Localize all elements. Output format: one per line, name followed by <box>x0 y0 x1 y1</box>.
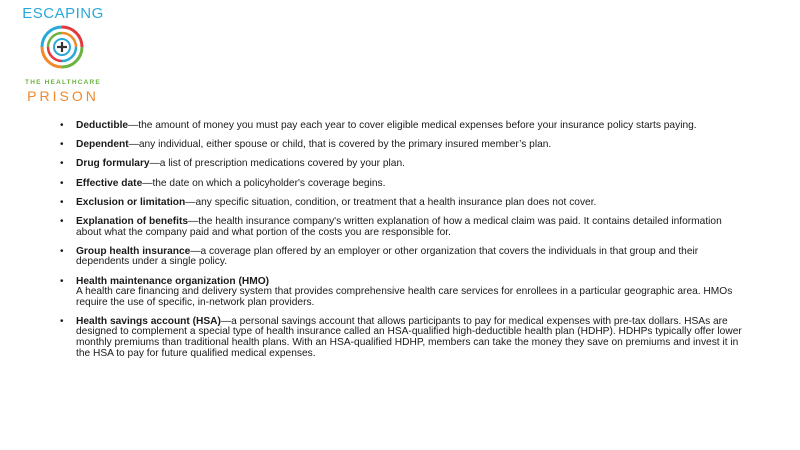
bullet-icon: • <box>60 315 64 327</box>
glossary-item <box>58 140 748 151</box>
glossary-item <box>58 317 748 359</box>
glossary-definition: —any specific situation, condition, or treatment that a health insurance plan does not cover. <box>185 196 597 208</box>
glossary-item <box>58 121 748 132</box>
bullet-icon: • <box>60 245 64 257</box>
glossary-list <box>58 121 748 368</box>
glossary-item <box>58 159 748 170</box>
plus-maze-icon <box>40 25 84 69</box>
glossary-definition: —a coverage plan offered by an employer or other organization that covers the individuals in that group and their dependents under a single policy. <box>76 245 699 268</box>
glossary-definition: —the date on which a policyholder's coverage begins. <box>142 177 386 189</box>
bullet-icon: • <box>60 275 64 287</box>
glossary-term: Deductible <box>76 120 129 131</box>
bullet-icon: • <box>60 215 64 227</box>
glossary-item <box>58 179 748 190</box>
glossary-term: Health maintenance organization (HMO) <box>76 275 270 287</box>
glossary-definition: —the health insurance company's written explanation of how a medical claim was paid. It contains detailed information about what the company paid and what portion of the costs you are responsible for. <box>76 215 722 238</box>
bullet-icon: • <box>60 177 64 189</box>
glossary-term: Explanation of benefits <box>76 215 189 227</box>
glossary-item <box>58 277 748 309</box>
bullet-icon: • <box>60 139 64 151</box>
glossary-term: Group health insurance <box>76 245 191 257</box>
glossary-term: Health savings account (HSA) <box>76 315 221 327</box>
logo-title-top: ESCAPING <box>22 5 104 22</box>
glossary-term: Exclusion or limitation <box>76 196 186 208</box>
glossary-item <box>58 217 748 238</box>
glossary-term: Effective date <box>76 177 143 189</box>
glossary-definition: —the amount of money you must pay each year to cover eligible medical expenses before your insurance policy starts paying. <box>128 120 697 131</box>
glossary-definition: A health care financing and delivery system that provides comprehensive health care services for enrollees in a particular geographic area. HMOs require the use of specific, in-network plan providers. <box>76 286 733 308</box>
glossary-definition: —any individual, either spouse or child, that is covered by the primary insured member’s plan. <box>128 139 552 151</box>
bullet-icon: • <box>60 120 64 131</box>
glossary-definition: —a list of prescription medications covered by your plan. <box>149 158 405 170</box>
glossary-definition: —a personal savings account that allows participants to pay for medical expenses with pre-tax dollars. HSAs are designed to complement a special type of health insurance called an HSA-qualified high-deductible health plan (HDHP). HDHPs typically offer lower monthly premiums than traditional health plans. With an HSA-qualified HDHP, members can take the money they save on premiums and invest it in the HSA to pay for future qualified medical expenses. <box>76 315 742 359</box>
bullet-icon: • <box>60 158 64 170</box>
glossary-item <box>58 198 748 209</box>
logo-title-bottom: PRISON <box>27 88 99 104</box>
glossary-term: Drug formulary <box>76 158 150 170</box>
logo-subtitle: THE HEALTHCARE <box>25 79 101 86</box>
glossary-item <box>58 247 748 268</box>
logo <box>0 0 130 110</box>
glossary-term: Dependent <box>76 139 129 151</box>
bullet-icon: • <box>60 196 64 208</box>
